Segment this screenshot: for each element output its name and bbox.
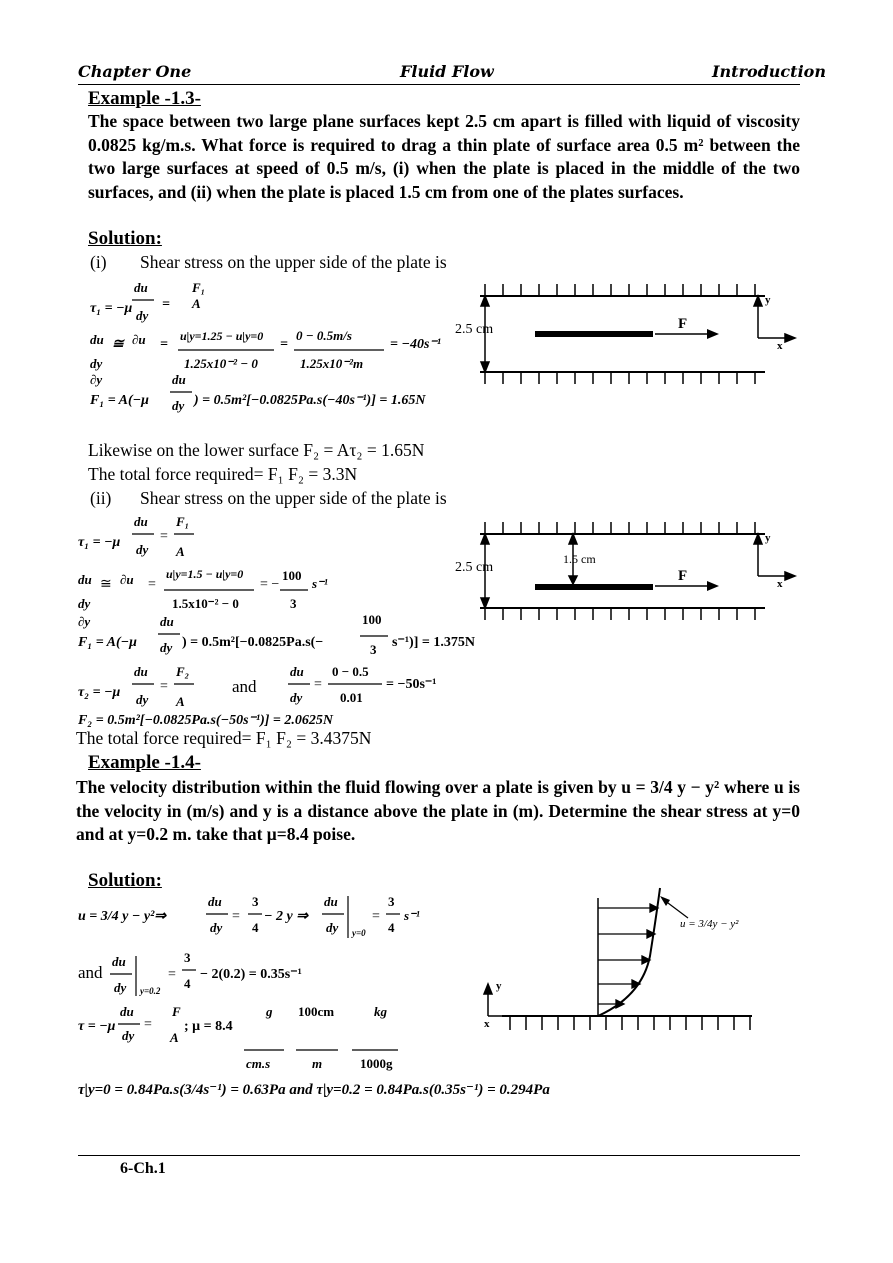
svg-text:1.25x10⁻² − 0: 1.25x10⁻² − 0 <box>184 356 258 371</box>
part-ii-text: Shear stress on the upper side of the plate is <box>140 488 447 508</box>
svg-text:kg: kg <box>374 1004 387 1019</box>
svg-text:F₂ = 0.5m²[−0.0825Pa.s(−50s⁻¹): F₂ = 0.5m²[−0.0825Pa.s(−50s⁻¹)] = 2.0625N <box>78 713 334 728</box>
svg-text:∂u: ∂u <box>132 332 146 347</box>
svg-text:4: 4 <box>184 976 191 991</box>
svg-text:= −50s⁻¹: = −50s⁻¹ <box>386 677 437 692</box>
likewise-line: Likewise on the lower surface F₂ = Aτ₂ = 1.65N <box>88 440 425 460</box>
svg-text:4: 4 <box>388 920 395 935</box>
profile-label: u = 3/4y − y² <box>680 918 739 930</box>
svg-text:dy: dy <box>78 596 91 611</box>
part-ii-label: (ii) <box>90 488 112 508</box>
svg-text:dy: dy <box>160 640 173 655</box>
part-i-label: (i) <box>90 252 107 272</box>
svg-text:F₁: F₁ <box>176 514 190 529</box>
axis-x-label: x <box>484 1018 490 1030</box>
svg-text:τ₁ = −μ: τ₁ = −μ <box>78 535 121 550</box>
bottom-wall <box>480 372 765 384</box>
top-wall <box>480 284 765 296</box>
svg-text:A: A <box>176 544 185 559</box>
svg-text:du: du <box>134 280 148 295</box>
svg-text:dy: dy <box>172 398 185 413</box>
svg-text:F: F <box>172 1004 181 1019</box>
svg-text:− 2(0.2) = 0.35s⁻¹: − 2(0.2) = 0.35s⁻¹ <box>200 967 302 982</box>
axis-icon <box>754 296 795 342</box>
svg-text:du: du <box>90 332 104 347</box>
svg-text:dy: dy <box>136 308 149 323</box>
svg-text:m: m <box>312 1056 323 1071</box>
svg-text:∂y: ∂y <box>90 372 103 387</box>
svg-text:du: du <box>120 1004 134 1019</box>
equations-part-i <box>88 278 488 423</box>
svg-text:=: = <box>162 297 170 312</box>
header-section: Introduction <box>712 62 826 81</box>
svg-text:du: du <box>324 894 338 909</box>
svg-text:∂y: ∂y <box>78 614 91 629</box>
svg-text:dy: dy <box>114 980 127 995</box>
equation-block-ii <box>76 512 516 747</box>
svg-text:τ₂ = −μ: τ₂ = −μ <box>78 685 121 700</box>
svg-text:3: 3 <box>370 642 377 657</box>
example-14-solution-label: Solution: <box>88 870 162 891</box>
svg-text:dy: dy <box>90 356 103 371</box>
svg-text:1.25x10⁻²m: 1.25x10⁻²m <box>300 356 364 371</box>
svg-text:=: = <box>232 909 240 924</box>
svg-text:g: g <box>266 1004 273 1019</box>
force-label: F <box>678 316 688 332</box>
svg-text:≅: ≅ <box>100 577 112 592</box>
svg-text:3: 3 <box>290 596 297 611</box>
svg-text:y=0.2: y=0.2 <box>140 986 161 996</box>
svg-text:∂u: ∂u <box>120 572 134 587</box>
svg-text:cm.s: cm.s <box>246 1056 271 1071</box>
svg-text:=: = <box>168 967 176 982</box>
example-13-title: Example -1.3- <box>88 88 201 109</box>
svg-text:= −: = − <box>260 577 280 592</box>
svg-text:τ₁ = −μ: τ₁ = −μ <box>90 301 133 316</box>
svg-text:100: 100 <box>362 612 382 627</box>
svg-text:dy: dy <box>326 920 339 935</box>
svg-text:F₁: F₁ <box>192 280 206 295</box>
plate-surface <box>502 1016 752 1030</box>
diagram-plate-offset <box>455 518 805 628</box>
svg-text:du: du <box>290 664 304 679</box>
svg-text:4: 4 <box>252 920 259 935</box>
svg-text:du: du <box>134 514 148 529</box>
svg-text:A: A <box>170 1030 179 1045</box>
svg-text:= −40s⁻¹: = −40s⁻¹ <box>390 337 441 352</box>
svg-text:F₁ = A(−μ: F₁ = A(−μ <box>78 635 137 650</box>
axis-x-label: x <box>777 340 783 352</box>
bottom-wall <box>480 608 765 620</box>
svg-text:=: = <box>314 677 322 692</box>
total-force-ii: The total force required= F₁ F₂ = 3.4375N <box>76 728 372 748</box>
svg-text:3: 3 <box>184 950 191 965</box>
svg-text:s⁻¹)] = 1.375N: s⁻¹)] = 1.375N <box>392 635 475 650</box>
top-wall <box>480 522 765 534</box>
example-13-problem: The space between two large plane surfaces kept 2.5 cm apart is filled with liquid of viscosity 0.0825 kg/m.s. What force is required to drag a thin plate of surface area 0.5 m² between the two large surfaces at speed of 0.5 m/s, (i) when the plate is placed in the middle of the two surfaces, and (ii) when the plate is placed 1.5 cm from one of the plates surfaces. <box>88 111 800 202</box>
svg-text:100cm: 100cm <box>298 1004 335 1019</box>
gap-label: 2.5 cm <box>455 560 494 575</box>
svg-text:dy: dy <box>210 920 223 935</box>
svg-text:y=0: y=0 <box>352 928 366 938</box>
axis-icon <box>754 534 795 580</box>
svg-text:1.5x10⁻² − 0: 1.5x10⁻² − 0 <box>172 596 239 611</box>
svg-text:du: du <box>78 572 92 587</box>
svg-text:A: A <box>192 296 201 311</box>
diagram-velocity-profile <box>480 878 800 1038</box>
footer-rule <box>78 1155 800 1156</box>
svg-text:F₂: F₂ <box>176 664 190 679</box>
force-label: F <box>678 568 688 584</box>
svg-text:du: du <box>172 372 186 387</box>
page-number: 6-Ch.1 <box>120 1160 166 1177</box>
axis-y-label: y <box>765 532 771 544</box>
svg-text:u|y=1.25 − u|y=0: u|y=1.25 − u|y=0 <box>180 329 264 343</box>
svg-text:=: = <box>160 679 168 694</box>
final-shear-stress: τ|y=0 = 0.84Pa.s(3/4s⁻¹) = 0.63Pa and τ|y=0.2 = 0.84Pa.s(0.35s⁻¹) = 0.294Pa <box>78 1082 550 1098</box>
svg-text:F₁ = A(−μ: F₁ = A(−μ <box>90 393 149 408</box>
svg-text:3: 3 <box>388 894 395 909</box>
svg-text:; μ = 8.4: ; μ = 8.4 <box>184 1019 233 1034</box>
diagram-plate-middle <box>455 280 805 395</box>
svg-text:=: = <box>144 1017 152 1032</box>
example-14-title: Example -1.4- <box>88 752 201 773</box>
thin-plate <box>535 331 653 337</box>
svg-text:s⁻¹: s⁻¹ <box>312 576 328 591</box>
example-14-problem: The velocity distribution within the fluid flowing over a plate is given by u = 3/4 y − y² where u is the velocity in (m/s) and y is a distance above the plate in (m). Determine the shear stress at y=0 and at y=0.2 m. take that μ=8.4 poise. <box>76 777 800 844</box>
svg-text:u|y=1.5 − u|y=0: u|y=1.5 − u|y=0 <box>166 567 244 581</box>
svg-text:τ = −μ: τ = −μ <box>78 1019 116 1034</box>
svg-text:≅: ≅ <box>112 337 124 352</box>
axis-y-label: y <box>765 294 771 306</box>
svg-text:du: du <box>208 894 222 909</box>
offset-label: 1.5 cm <box>563 552 596 566</box>
header-rule <box>78 84 800 85</box>
svg-text:=: = <box>160 529 168 544</box>
svg-text:and: and <box>232 677 257 696</box>
svg-text:0 − 0.5m/s: 0 − 0.5m/s <box>296 328 352 343</box>
svg-text:0 − 0.5: 0 − 0.5 <box>332 664 369 679</box>
svg-text:dy: dy <box>122 1028 135 1043</box>
equation-block-i <box>88 278 488 423</box>
svg-text:1000g: 1000g <box>360 1056 393 1071</box>
axis-y-label: y <box>496 980 502 992</box>
svg-text:du: du <box>160 614 174 629</box>
part-i-text: Shear stress on the upper side of the plate is <box>140 252 447 272</box>
example-13-solution-label: Solution: <box>88 228 162 249</box>
svg-text:du: du <box>112 954 126 969</box>
svg-text:and: and <box>78 963 103 982</box>
equations-part-ii <box>76 512 516 747</box>
svg-text:dy: dy <box>136 542 149 557</box>
svg-text:u = 3/4 y − y²⇒: u = 3/4 y − y²⇒ <box>78 909 166 924</box>
gap-label: 2.5 cm <box>455 322 494 337</box>
svg-text:3: 3 <box>252 894 259 909</box>
svg-text:=: = <box>372 909 380 924</box>
thin-plate <box>535 584 653 590</box>
svg-text:) = 0.5m²[−0.0825Pa.s(−40s⁻¹)]: ) = 0.5m²[−0.0825Pa.s(−40s⁻¹)] = 1.65N <box>194 393 426 408</box>
svg-text:− 2 y ⇒: − 2 y ⇒ <box>264 909 308 924</box>
axis-x-label: x <box>777 578 783 590</box>
total-force-i: The total force required= F₁ F₂ = 3.3N <box>88 464 358 484</box>
svg-text:=: = <box>280 337 288 352</box>
svg-text:0.01: 0.01 <box>340 690 363 705</box>
label-leader <box>660 896 688 918</box>
svg-text:dy: dy <box>290 690 303 705</box>
svg-text:=: = <box>148 577 156 592</box>
svg-text:du: du <box>134 664 148 679</box>
svg-text:s⁻¹: s⁻¹ <box>404 908 420 923</box>
svg-text:100: 100 <box>282 568 302 583</box>
svg-text:) = 0.5m²[−0.0825Pa.s(−: ) = 0.5m²[−0.0825Pa.s(− <box>182 635 324 650</box>
svg-text:A: A <box>176 694 185 709</box>
svg-text:dy: dy <box>136 692 149 707</box>
header-title: Fluid Flow <box>400 62 494 81</box>
header-chapter: Chapter One <box>78 62 192 81</box>
svg-text:=: = <box>160 337 168 352</box>
